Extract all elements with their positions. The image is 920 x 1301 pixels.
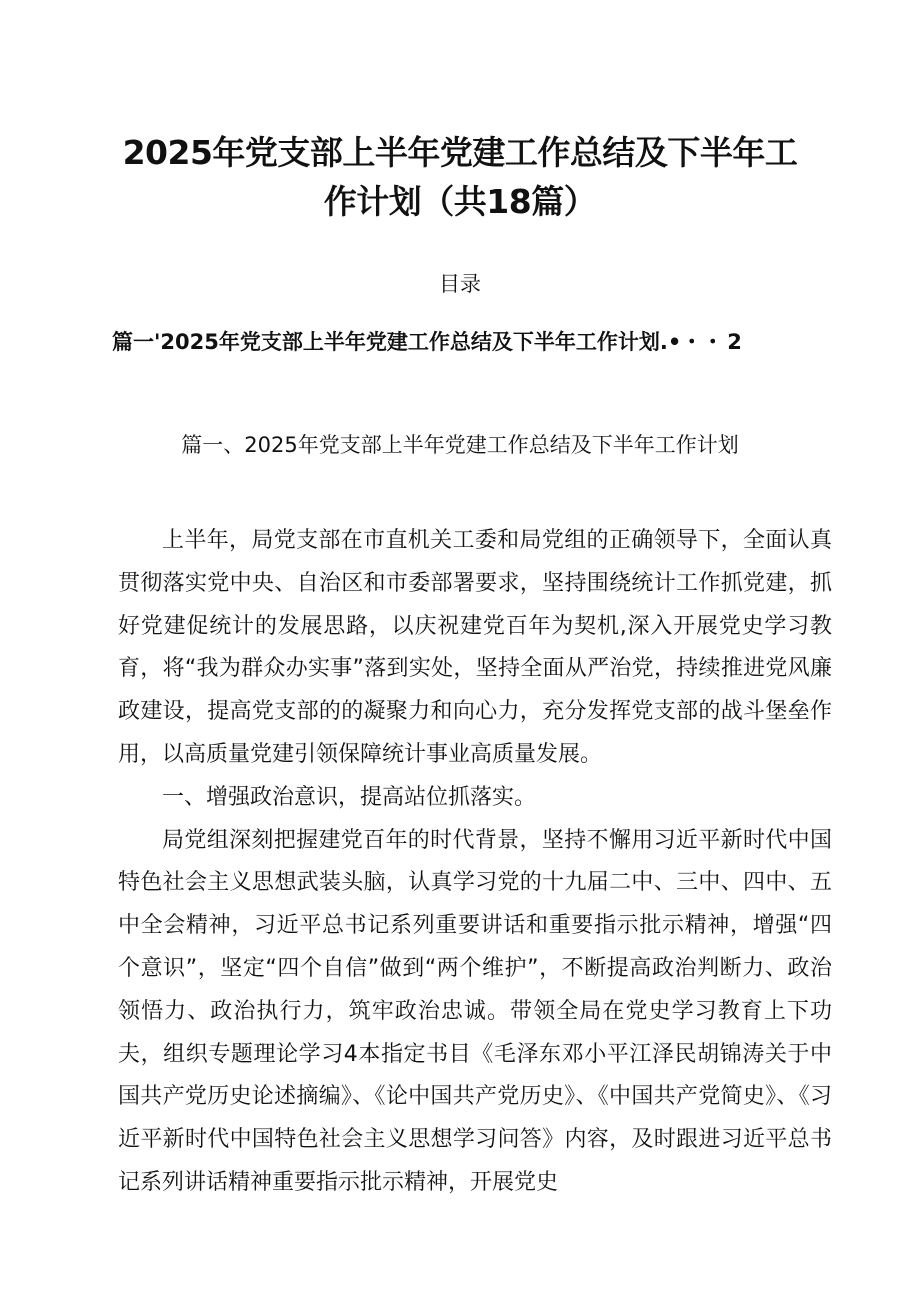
toc-entry-label: 篇一'2025年党支部上半年党建工作总结及下半年工作计划.•・・ bbox=[112, 330, 724, 354]
toc-heading: 目录 bbox=[439, 272, 481, 296]
section-heading: 篇一、2025年党支部上半年党建工作总结及下半年工作计划 bbox=[181, 433, 739, 457]
toc-entry[interactable] bbox=[112, 326, 802, 356]
document-title-line-1: 2025年党支部上半年党建工作总结及下半年工 bbox=[122, 133, 798, 172]
body-text bbox=[118, 520, 832, 1205]
document-title-line-2: 作计划（共18篇） bbox=[323, 182, 597, 221]
toc-entry-page-number: 2 bbox=[727, 330, 742, 354]
paragraph: 局党组深刻把握建党百年的时代背景，坚持不懈用习近平新时代中国特色社会主义思想武装头脑，认真学习党的十九届二中、三中、四中、五中全会精神，习近平总书记系列重要讲话和重要指示批示精神，增强“四个意识”，坚定“四个自信”做到“两个维护”，不断提高政治判断力、政治领悟力、政治执行力，筑牢政治忠诚。带领全局在党史学习教育上下功夫，组织专题理论学习4本指定书目《毛泽东邓小平江泽民胡锦涛关于中国共产党历史论述摘编》、《论中国共产党历史》、《中国共产党简史》、《习近平新时代中国特色社会主义思想学习问答》内容，及时跟进习近平总书记系列讲话精神重要指示批示精神，开展党史 bbox=[118, 827, 832, 1195]
paragraph: 上半年，局党支部在市直机关工委和局党组的正确领导下，全面认真贯彻落实党中央、自治区和市委部署要求，坚持围绕统计工作抓党建，抓好党建促统计的发展思路，以庆祝建党百年为契机,深入开展党史学习教育，将“我为群众办实事”落到实处，坚持全面从严治党，持续推进党风廉政建设，提高党支部的的凝聚力和向心力，充分发挥党支部的战斗堡垒作用，以高质量党建引领保障统计事业高质量发展。 bbox=[118, 528, 832, 767]
subsection-heading: 一、增强政治意识，提高站位抓落实。 bbox=[162, 784, 537, 810]
